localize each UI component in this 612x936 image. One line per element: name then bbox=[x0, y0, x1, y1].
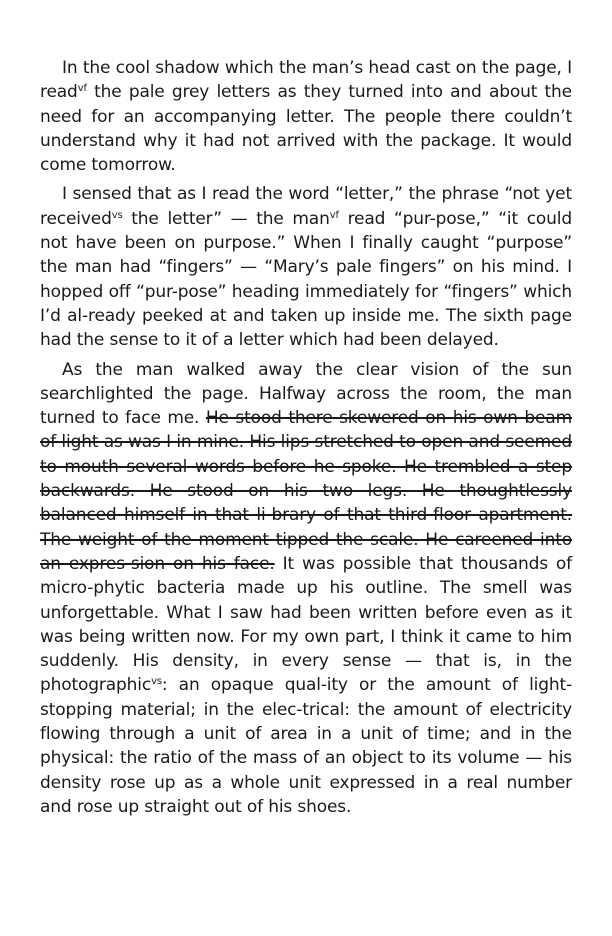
paragraph-text: It was possible that thousands of micro-phytic bacteria made up his outline. The smell was unforgettable. What I saw had been written before even as it was being written now. For my own part, I think it came to him suddenly. His density, in every sense — that is, in the photographic bbox=[40, 553, 572, 696]
superscript-tag: vs bbox=[111, 209, 123, 221]
paragraph-text: As the man walked away the clear vision of the sun searchlighted the page. Halfway across the room, the man turned to face me. bbox=[40, 359, 572, 429]
paragraph-1 bbox=[40, 56, 572, 177]
superscript-tag: vf bbox=[329, 209, 339, 221]
paragraph-text: In the cool shadow which the man’s head cast on the page, I read bbox=[40, 58, 572, 103]
paragraph-text: the letter” — the man bbox=[122, 208, 330, 229]
paragraph-3 bbox=[40, 358, 572, 820]
superscript-tag: vf bbox=[77, 83, 87, 95]
paragraph-text: the pale grey letters as they turned into and about the need for an accompanying letter. The people there couldn’t understand why it had not arrived with the package. It would come tomorrow. bbox=[40, 82, 572, 176]
paragraph-text: : an opaque qual-ity or the amount of light-stopping material; in the elec-trical: the amount of electricity flowing through a unit of area in a unit of time; and in the physical: the ratio of the mass of an object to its volume — his density rose up as a whole unit expressed in a real number and rose up straight out of his shoes. bbox=[40, 675, 572, 817]
paragraph-2 bbox=[40, 182, 572, 352]
page-body-text bbox=[40, 56, 572, 824]
paragraph-text: I sensed that as I read the word “letter,” the phrase “not yet received bbox=[40, 184, 572, 229]
superscript-tag: vs bbox=[151, 676, 162, 688]
struck-through-text: He stood there skewered on his own beam of light as was I in mine. His lips stretched to open and seemed to mouth several words before he spoke. He trembled a step backwards. He stood on his two legs. He thoughtlessly balanced himself in that li-brary of that third-floor apartment. The weight of the moment tipped the scale. He careened into an expres-sion on his face. bbox=[40, 408, 572, 574]
paragraph-text: read “pur-pose,” “it could not have been on purpose.” When I finally caught “purpose” the man had “fingers” — “Mary’s pale fingers” on his mind. I hopped off “pur-pose” heading immediately for “fingers” which I’d al-ready peeked at and taken up inside me. The sixth page had the sense to it of a letter which had been delayed. bbox=[40, 208, 572, 351]
